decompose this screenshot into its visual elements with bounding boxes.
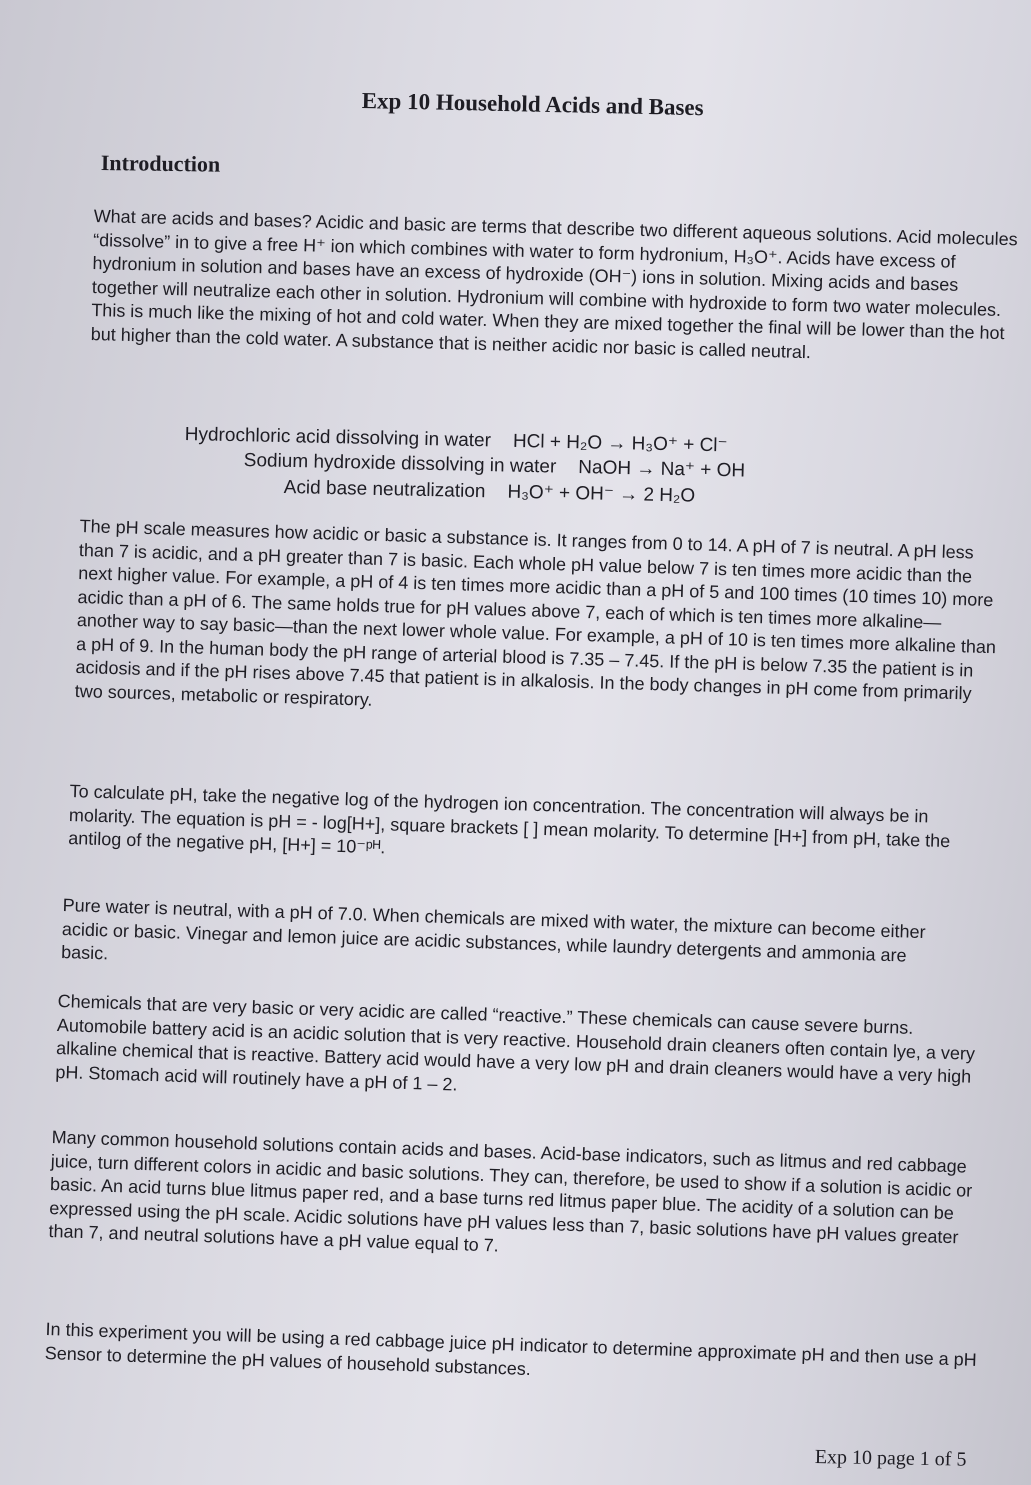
section-heading: Introduction [100, 150, 221, 177]
paragraph-pure-water: Pure water is neutral, with a pH of 7.0. When chemicals are mixed with water, the mixture can become either acidic or basic. Vinegar and lemon juice are acidic substances, while laundry detergents and ammonia are basic. [60, 894, 926, 966]
equation-neutralization [284, 476, 696, 508]
equation-label: Acid base neutralization [283, 476, 486, 503]
paragraph-ph-scale: The pH scale measures how acidic or basic a substance is. It ranges from 0 to 14. A pH of 7 is neutral. A pH less than 7 is acidic, and a pH greater than 7 is basic. Each whole pH value below 7 is ten times more acidic than the next higher value. For example, a pH of 4 is ten times more acidic than a pH of 5 and 100 times (10 times 10) more acidic than a pH of 6. The same holds true for pH values above 7, each of which is ten times more alkaline—another way to say basic—than the next lower whole value. For example, a pH of 10 is ten times more alkaline than a pH of 9. In the human body the pH range of arterial blood is 7.35 – 7.45. If the pH is below 7.35 the patient is in acidosis and if the pH rises above 7.45 that patient is in alkalosis. In the body changes in pH come from primarily two sources, metabolic or respiratory. [74, 515, 997, 710]
paragraph-experiment: In this experiment you will be using a red cabbage juice pH indicator to determine approximate pH and then use a pH Sensor to determine the pH values of household substances. [44, 1318, 978, 1379]
equation-label: Hydrochloric acid dissolving in water [184, 423, 492, 452]
paragraph-indicators: Many common household solutions contain acids and bases. Acid-base indicators, such as litmus and red cabbage juice, turn different colors in acidic and basic solutions. They can, therefore, be used to show if a solution is acidic or basic. An acid turns blue litmus paper red, and a base turns red litmus paper blue. The acidity of a solution can be expressed using the pH scale. Acidic solutions have pH values less than 7, basic solutions have pH values greater than 7, and neutral solutions have a pH value equal to 7. [48, 1126, 973, 1256]
paragraph-acids-bases-intro: What are acids and bases? Acidic and basic are terms that describe two different aqueous solutions. Acid molecules “dissolve” in to give a free H⁺ ion which combines with water to form hydronium, H₃O⁺. Acids have excess of hydronium in solution and bases have an excess of hydroxide (OH⁻) ions in solution. Mixing acids and bases together will neutralize each other in solution. Hydronium will combine with hydroxide to form two water molecules. This is much like the mixing of hot and cold water. When they are mixed together the final will be lower than the hot but higher than the cold water. A substance that is neither acidic nor basic is called neutral. [90, 205, 1018, 362]
equation-reaction: HCl + H₂O → H₃O⁺ + Cl⁻ [512, 430, 728, 457]
paragraph-calculate-ph: To calculate pH, take the negative log of the hydrogen ion concentration. The concentration will always be in molarity. The equation is pH = - log[H+], square brackets [ ] mean molarity. To determine [H+] from pH, take the antilog of the negative pH, [H+] = 10⁻ᵖᴴ. [67, 780, 951, 858]
page-title: Exp 10 Household Acids and Bases [361, 88, 704, 121]
equation-reaction: H₃O⁺ + OH⁻ → 2 H₂O [507, 481, 696, 507]
paragraph-reactive-chemicals: Chemicals that are very basic or very acidic are called “reactive.” These chemicals can cause severe burns. Automobile battery acid is an acidic solution that is very reactive. Household drain cleaners often contain lye, a very alkaline chemical that is reactive. Battery acid would have a very low pH and drain cleaners would have a very high pH. Stomach acid will routinely have a pH of 1 – 2. [55, 990, 976, 1095]
page-footer: Exp 10 page 1 of 5 [814, 1446, 967, 1471]
equation-reaction: NaOH → Na⁺ + OH [578, 457, 746, 482]
equation-label: Sodium hydroxide dissolving in water [243, 449, 557, 478]
